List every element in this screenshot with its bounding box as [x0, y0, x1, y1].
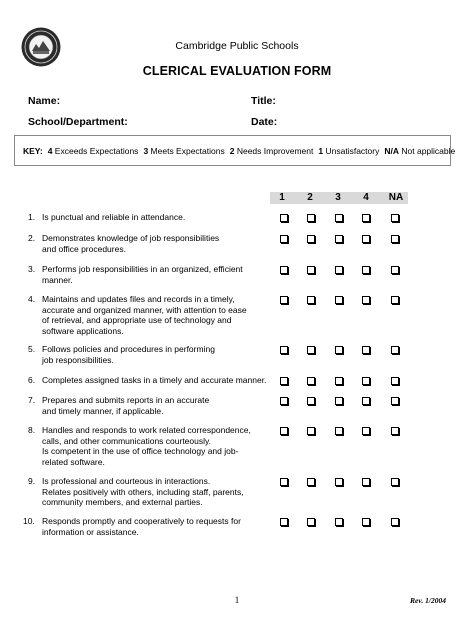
item-6-rating-checkbox-na[interactable] [391, 377, 399, 385]
item-number: 4. [28, 294, 36, 304]
item-4-rating-checkbox-4[interactable] [362, 296, 370, 304]
item-text: Responds promptly and cooperatively to requests for information or assistance. [42, 516, 241, 537]
key-text-4: Exceeds Expectations [54, 146, 139, 156]
item-9-rating-checkbox-4[interactable] [362, 478, 370, 486]
date-label: Date: [251, 116, 278, 128]
item-7-rating-checkbox-na[interactable] [391, 397, 399, 405]
item-text: Prepares and submits reports in an accurate and timely manner, if applicable. [42, 395, 210, 416]
item-6-rating-checkbox-1[interactable] [280, 377, 288, 385]
item-number: 7. [28, 395, 36, 405]
item-7-rating-checkbox-4[interactable] [362, 397, 370, 405]
item-4-rating-checkbox-2[interactable] [307, 296, 315, 304]
item-3-rating-checkbox-1[interactable] [280, 266, 288, 274]
item-10-rating-checkbox-2[interactable] [307, 518, 315, 526]
item-3-rating-checkbox-2[interactable] [307, 266, 315, 274]
item-number: 5. [28, 344, 36, 354]
item-9-rating-checkbox-2[interactable] [307, 478, 315, 486]
item-2-rating-checkbox-4[interactable] [362, 235, 370, 243]
item-9-rating-checkbox-na[interactable] [391, 478, 399, 486]
item-1-rating-checkbox-1[interactable] [280, 214, 288, 222]
key-num-4: 4 [47, 146, 53, 156]
item-7-rating-checkbox-1[interactable] [280, 397, 288, 405]
key-text-na: Not applicable [401, 146, 456, 156]
item-2-rating-checkbox-na[interactable] [391, 235, 399, 243]
item-4-rating-checkbox-1[interactable] [280, 296, 288, 304]
key-num-1: 1 [318, 146, 324, 156]
item-1-rating-checkbox-na[interactable] [391, 214, 399, 222]
item-10-rating-checkbox-na[interactable] [391, 518, 399, 526]
item-number: 6. [28, 375, 36, 385]
name-label: Name: [28, 95, 61, 107]
item-2-rating-checkbox-3[interactable] [335, 235, 343, 243]
item-1-rating-checkbox-2[interactable] [307, 214, 315, 222]
item-3-rating-checkbox-3[interactable] [335, 266, 343, 274]
item-number: 3. [28, 264, 36, 274]
item-text: Follows policies and procedures in performing job responsibilities. [42, 344, 215, 365]
item-10-rating-checkbox-3[interactable] [335, 518, 343, 526]
item-text: Demonstrates knowledge of job responsibilities and office procedures. [42, 233, 220, 254]
item-5-rating-checkbox-na[interactable] [391, 346, 399, 354]
item-5-rating-checkbox-2[interactable] [307, 346, 315, 354]
rating-header-2: 2 [307, 192, 313, 203]
item-8-rating-checkbox-1[interactable] [280, 427, 288, 435]
key-text-3: Meets Expectations [150, 146, 225, 156]
item-5-rating-checkbox-4[interactable] [362, 346, 370, 354]
item-3-rating-checkbox-na[interactable] [391, 266, 399, 274]
rating-key [14, 135, 456, 166]
item-text: Is professional and courteous in interactions. Relates positively with others, including staff, parents, community members, and external parties. [42, 476, 244, 507]
item-2-rating-checkbox-2[interactable] [307, 235, 315, 243]
item-number: 1. [28, 212, 36, 222]
revision-note: Rev. 1/2004 [410, 596, 446, 605]
item-1-rating-checkbox-4[interactable] [362, 214, 370, 222]
key-num-na: N/A [384, 146, 399, 156]
item-10-rating-checkbox-1[interactable] [280, 518, 288, 526]
item-3-rating-checkbox-4[interactable] [362, 266, 370, 274]
item-7-rating-checkbox-3[interactable] [335, 397, 343, 405]
rating-header-na: NA [388, 192, 404, 203]
item-text: Completes assigned tasks in a timely and accurate manner. [42, 375, 267, 385]
title-label: Title: [251, 95, 276, 107]
item-5-rating-checkbox-3[interactable] [335, 346, 343, 354]
school-name: Cambridge Public Schools [175, 40, 299, 52]
item-8-rating-checkbox-3[interactable] [335, 427, 343, 435]
item-text: Maintains and updates files and records in a timely, accurate and organized manner, with attention to ease of retrieval, and appropriate use of technology and software applications. [42, 294, 247, 336]
item-number: 8. [28, 425, 36, 435]
page-number: 1 [234, 595, 240, 605]
item-5-rating-checkbox-1[interactable] [280, 346, 288, 354]
item-text: Performs job responsibilities in an organized, efficient manner. [42, 264, 243, 285]
item-number: 10. [23, 516, 35, 526]
item-8-rating-checkbox-2[interactable] [307, 427, 315, 435]
rating-header-1: 1 [279, 192, 285, 203]
key-text-1: Unsatisfactory [325, 146, 380, 156]
key-num-3: 3 [143, 146, 149, 156]
item-6-rating-checkbox-4[interactable] [362, 377, 370, 385]
item-7-rating-checkbox-2[interactable] [307, 397, 315, 405]
item-4-rating-checkbox-na[interactable] [391, 296, 399, 304]
item-number: 9. [28, 476, 36, 486]
item-number: 2. [28, 233, 36, 243]
key-text-2: Needs Improvement [236, 146, 314, 156]
key-num-2: 2 [229, 146, 235, 156]
rating-header-4: 4 [363, 192, 369, 203]
item-8-rating-checkbox-4[interactable] [362, 427, 370, 435]
item-2-rating-checkbox-1[interactable] [280, 235, 288, 243]
item-4-rating-checkbox-3[interactable] [335, 296, 343, 304]
department-label: School/Department: [28, 116, 128, 128]
item-9-rating-checkbox-1[interactable] [280, 478, 288, 486]
item-text: Is punctual and reliable in attendance. [42, 212, 186, 222]
item-8-rating-checkbox-na[interactable] [391, 427, 399, 435]
item-6-rating-checkbox-2[interactable] [307, 377, 315, 385]
item-9-rating-checkbox-3[interactable] [335, 478, 343, 486]
key-label: KEY: [23, 146, 43, 156]
rating-header-3: 3 [335, 192, 341, 203]
item-10-rating-checkbox-4[interactable] [362, 518, 370, 526]
item-6-rating-checkbox-3[interactable] [335, 377, 343, 385]
item-1-rating-checkbox-3[interactable] [335, 214, 343, 222]
form-title: CLERICAL EVALUATION FORM [142, 64, 332, 78]
item-text: Handles and responds to work related correspondence, calls, and other communications courteously. Is competent in the use of office technology and job- related software. [42, 425, 251, 467]
